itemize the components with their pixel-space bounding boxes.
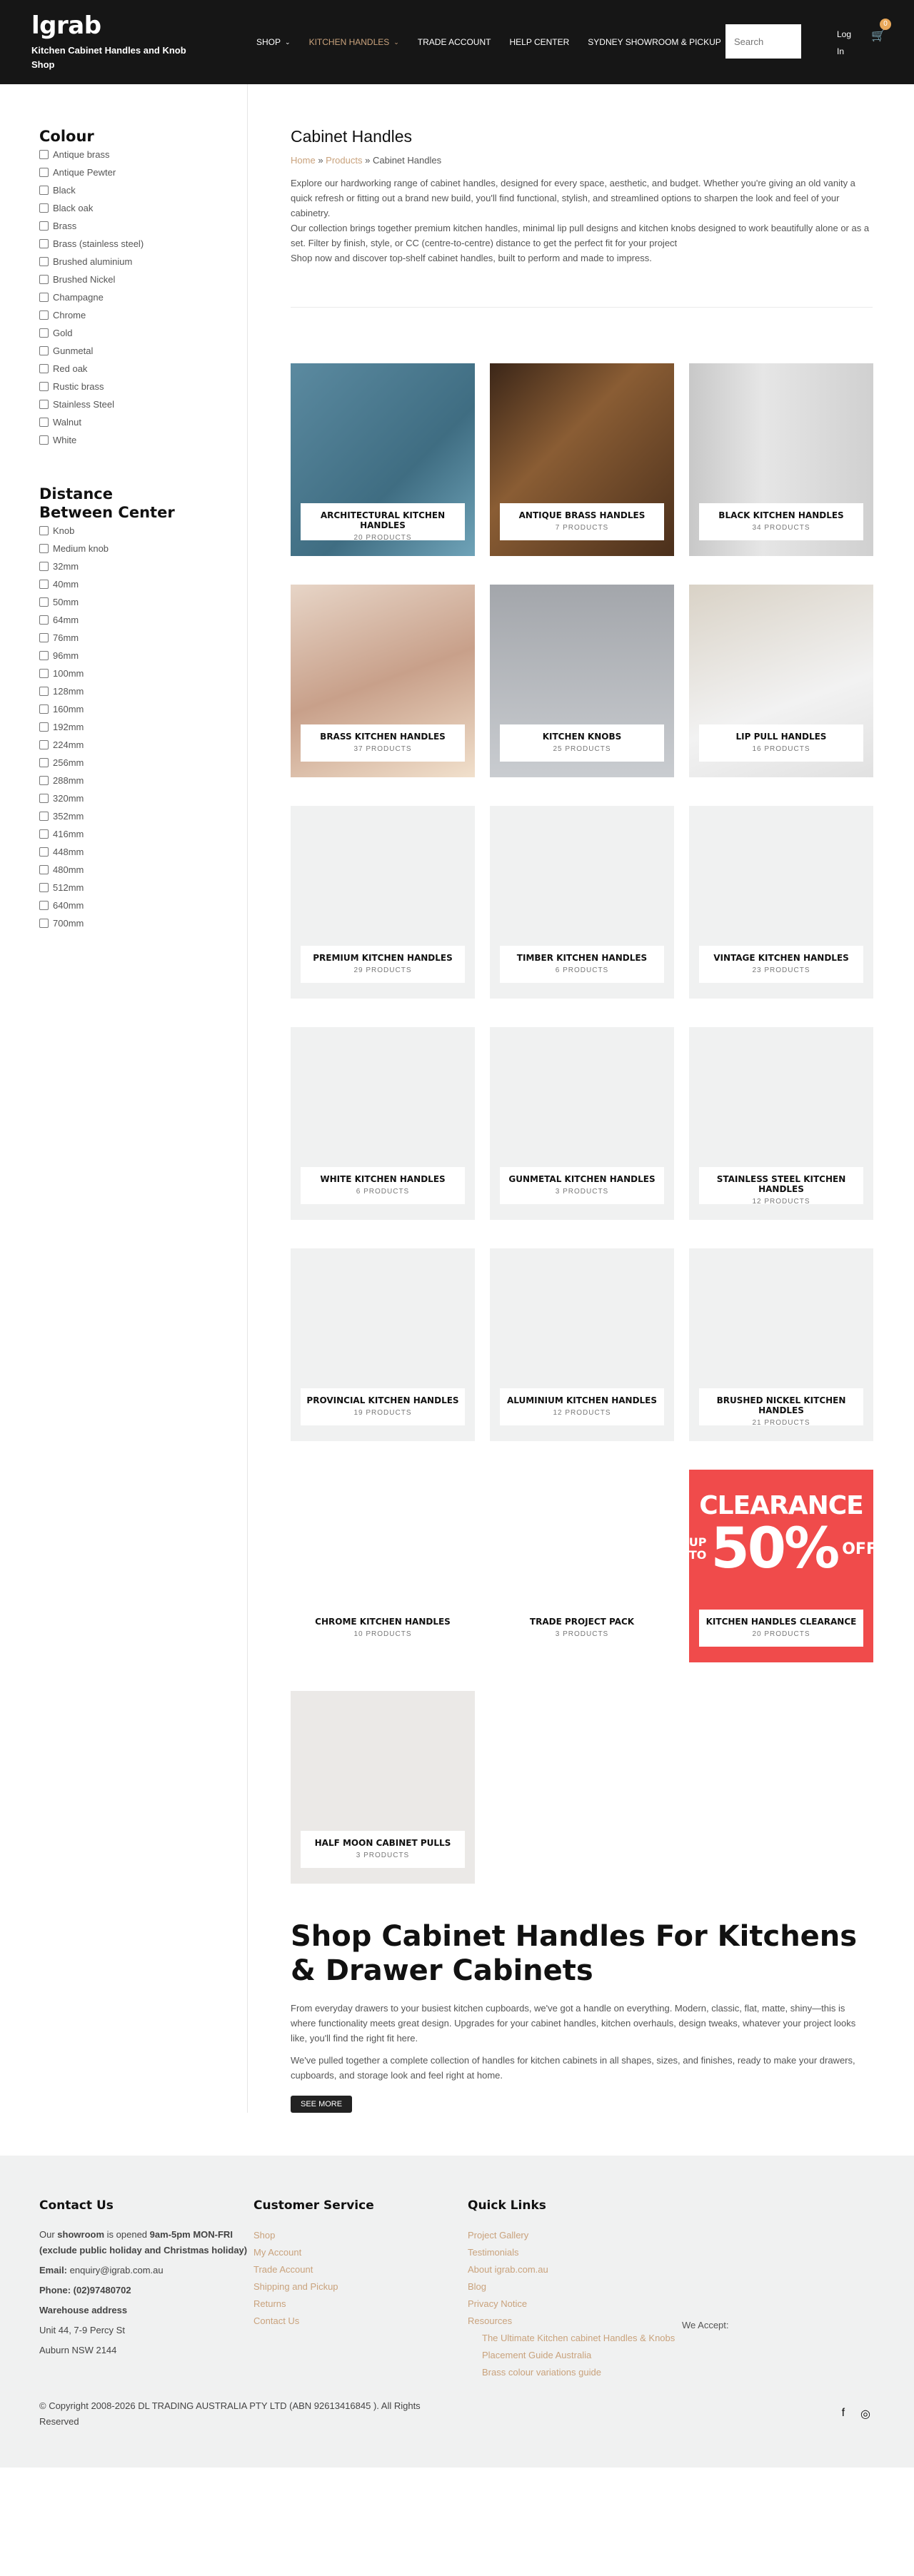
filter-label: 320mm — [53, 793, 84, 804]
distance-filter-32mm[interactable] — [39, 557, 247, 575]
filter-label: 64mm — [53, 615, 79, 625]
checkbox[interactable] — [39, 418, 49, 427]
category-card-white-kitchen-handles[interactable] — [291, 1027, 475, 1220]
checkbox[interactable] — [39, 919, 49, 928]
nav-item-label: SHOP — [256, 37, 281, 47]
footer-contact — [39, 2198, 253, 2381]
checkbox[interactable] — [39, 580, 49, 589]
nav-item-label: SYDNEY SHOWROOM & PICKUP — [588, 37, 721, 47]
checkbox[interactable] — [39, 776, 49, 785]
category-label — [301, 946, 465, 983]
category-count: 12 PRODUCTS — [553, 1409, 611, 1417]
checkbox[interactable] — [39, 651, 49, 660]
category-label — [301, 1831, 465, 1868]
login-link[interactable]: Log In — [837, 29, 852, 56]
filter-label: 640mm — [53, 900, 84, 911]
category-count: 20 PRODUCTS — [752, 1630, 810, 1638]
colour-filter-white[interactable] — [39, 431, 247, 449]
filter-label: 100mm — [53, 668, 84, 679]
filter-label: Black oak — [53, 203, 94, 213]
email-line: Email: enquiry@igrab.com.au — [39, 2265, 164, 2276]
category-count: 25 PRODUCTS — [553, 745, 611, 753]
checkbox[interactable] — [39, 740, 49, 749]
footer-link-privacy-notice[interactable]: Privacy Notice — [468, 2298, 528, 2309]
category-title: WHITE KITCHEN HANDLES — [320, 1174, 446, 1184]
checkbox[interactable] — [39, 203, 49, 213]
filter-label: Antique brass — [53, 149, 110, 160]
category-count: 6 PRODUCTS — [555, 966, 609, 974]
phone-line: Phone: (02)97480702 — [39, 2285, 131, 2295]
filter-label: 128mm — [53, 686, 84, 697]
category-label — [500, 1167, 664, 1204]
filter-label: Walnut — [53, 417, 81, 428]
category-title: CHROME KITCHEN HANDLES — [315, 1617, 451, 1627]
checkbox[interactable] — [39, 669, 49, 678]
footer-quick-title: Quick Links — [468, 2198, 546, 2213]
clearance-banner-image: CLEARANCE UP TO 50% OFF — [688, 1491, 877, 1581]
seo-paragraph: From everyday drawers to your busiest kitchen cupboards, we've got a handle on everything. Modern, classic, flat, matte, shiny—this is where functionality meets great design. Upgrades for your cabinet handles, kitchen overhauls, design tweaks, whatever your project looks like, you'll find the right fit here. — [291, 2003, 856, 2044]
filter-label: 160mm — [53, 704, 84, 714]
filter-label: Stainless Steel — [53, 399, 114, 410]
category-card-black-kitchen-handles[interactable] — [689, 363, 873, 556]
checkbox[interactable] — [39, 847, 49, 857]
checkbox[interactable] — [39, 758, 49, 767]
cart-icon: 🛒 — [871, 30, 885, 42]
category-card-vintage-kitchen-handles[interactable] — [689, 806, 873, 999]
distance-filter-700mm[interactable] — [39, 914, 247, 932]
filter-label: Knob — [53, 525, 75, 536]
filter-label: Rustic brass — [53, 381, 104, 392]
checkbox[interactable] — [39, 186, 49, 195]
colour-filter-title: Colour — [39, 128, 94, 145]
footer-link-blog[interactable]: Blog — [468, 2281, 487, 2292]
category-label — [301, 1610, 465, 1647]
nav-item-shop[interactable] — [256, 37, 291, 47]
category-label — [699, 724, 863, 762]
category-card-chrome-kitchen-handles[interactable] — [291, 1470, 475, 1662]
filter-label: 480mm — [53, 864, 84, 875]
filter-label: Medium knob — [53, 543, 109, 554]
distance-filter-64mm[interactable] — [39, 611, 247, 629]
social-links — [842, 2407, 870, 2421]
checkbox[interactable] — [39, 257, 49, 266]
category-title: ALUMINIUM KITCHEN HANDLES — [506, 1395, 658, 1405]
chevron-down-icon: ⌄ — [285, 38, 291, 46]
checkbox[interactable] — [39, 400, 49, 409]
footer-link-resources[interactable]: Resources — [468, 2315, 513, 2326]
copyright: © Copyright 2008-2026 DL TRADING AUSTRALIA PTY LTD (ABN 92613416845 ). All Rights Reserved — [39, 2400, 421, 2427]
category-grid — [291, 363, 875, 1884]
nav-item-trade-account[interactable] — [418, 37, 491, 47]
nav-item-sydney-showroom-pickup[interactable] — [588, 37, 720, 47]
distance-filter-160mm[interactable] — [39, 700, 247, 718]
colour-filter-red-oak[interactable] — [39, 360, 247, 378]
filter-label: 512mm — [53, 882, 84, 893]
colour-filter-antique-brass[interactable] — [39, 146, 247, 163]
filter-label: 32mm — [53, 561, 79, 572]
checkbox[interactable] — [39, 239, 49, 248]
chevron-down-icon: ⌄ — [393, 38, 399, 46]
instagram-icon[interactable]: ◎ — [860, 2408, 870, 2420]
category-title: HALF MOON CABINET PULLS — [314, 1838, 451, 1848]
seo-paragraph: We've pulled together a complete collection of handles for kitchen cabinets in all shapes, sizes, and finishes, ready to make your drawers, cupboards, and storage look and feel right at home. — [291, 2055, 855, 2081]
site-footer — [0, 2156, 914, 2468]
distance-filter-192mm[interactable] — [39, 718, 247, 736]
colour-filter-stainless-steel[interactable] — [39, 395, 247, 413]
category-label — [301, 1388, 465, 1425]
checkbox[interactable] — [39, 150, 49, 159]
filter-label: Black — [53, 185, 76, 196]
nav-item-help-center[interactable] — [509, 37, 569, 47]
category-count: 21 PRODUCTS — [752, 1419, 810, 1427]
category-label — [699, 1610, 863, 1647]
footer-link-trade-account[interactable]: Trade Account — [253, 2264, 313, 2275]
category-label — [500, 946, 664, 983]
footer-customer-service — [253, 2198, 468, 2381]
breadcrumb — [291, 155, 875, 166]
distance-filter-96mm[interactable] — [39, 647, 247, 665]
category-title: VINTAGE KITCHEN HANDLES — [713, 953, 849, 963]
category-count: 7 PRODUCTS — [555, 524, 609, 532]
footer-link-testimonials[interactable]: Testimonials — [468, 2247, 519, 2258]
resource-link-brass-colour-variations-guide[interactable]: Brass colour variations guide — [482, 2367, 601, 2378]
distance-filter-40mm[interactable] — [39, 575, 247, 593]
distance-filter-256mm[interactable] — [39, 754, 247, 772]
category-label — [500, 503, 664, 540]
colour-filter-black-oak[interactable] — [39, 199, 247, 217]
filter-label: Brushed aluminium — [53, 256, 133, 267]
footer-service-title: Customer Service — [253, 2198, 374, 2213]
filter-label: Champagne — [53, 292, 104, 303]
brand-tagline: Kitchen Cabinet Handles and Knob Shop — [31, 45, 186, 70]
filter-label: 700mm — [53, 918, 84, 929]
breadcrumb-separator: » — [365, 155, 371, 166]
category-count: 37 PRODUCTS — [353, 745, 412, 753]
category-card-lip-pull-handles[interactable] — [689, 585, 873, 777]
category-label — [301, 1167, 465, 1204]
colour-filter-brushed-aluminium[interactable] — [39, 253, 247, 271]
checkbox[interactable] — [39, 435, 49, 445]
category-title: LIP PULL HANDLES — [735, 732, 827, 742]
warehouse-title: Warehouse address — [39, 2305, 128, 2315]
filter-label: Chrome — [53, 310, 86, 320]
category-count: 3 PRODUCTS — [356, 1852, 410, 1859]
distance-filter-352mm[interactable] — [39, 807, 247, 825]
distance-filter-480mm[interactable] — [39, 861, 247, 879]
main-content — [248, 84, 875, 2113]
page-title: Cabinet Handles — [291, 127, 413, 146]
nav-item-label: TRADE ACCOUNT — [417, 37, 491, 47]
category-title: KITCHEN KNOBS — [542, 732, 622, 742]
filter-label: 256mm — [53, 757, 84, 768]
colour-filter-gunmetal[interactable] — [39, 342, 247, 360]
email-link[interactable]: enquiry@igrab.com.au — [69, 2265, 164, 2276]
checkbox[interactable] — [39, 615, 49, 625]
category-title: ARCHITECTURAL KITCHEN HANDLES — [320, 510, 446, 530]
cart-button[interactable] — [871, 20, 888, 43]
colour-filter-walnut[interactable] — [39, 413, 247, 431]
category-card-provincial-kitchen-handles[interactable] — [291, 1248, 475, 1441]
footer-link-contact-us[interactable]: Contact Us — [253, 2315, 300, 2326]
category-count: 10 PRODUCTS — [353, 1630, 412, 1638]
colour-filter-brushed-nickel[interactable] — [39, 271, 247, 288]
distance-filter-128mm[interactable] — [39, 682, 247, 700]
breadcrumb-current: Cabinet Handles — [372, 155, 442, 166]
filter-label: 288mm — [53, 775, 84, 786]
category-title: GUNMETAL KITCHEN HANDLES — [508, 1174, 656, 1184]
filter-label: 40mm — [53, 579, 79, 590]
category-title: TRADE PROJECT PACK — [529, 1617, 635, 1627]
category-card-timber-kitchen-handles[interactable] — [490, 806, 674, 999]
checkbox[interactable] — [39, 275, 49, 284]
colour-filter-champagne[interactable] — [39, 288, 247, 306]
distance-filter-224mm[interactable] — [39, 736, 247, 754]
checkbox[interactable] — [39, 794, 49, 803]
category-title: ANTIQUE BRASS HANDLES — [518, 510, 646, 520]
checkbox[interactable] — [39, 364, 49, 373]
colour-filter-brass[interactable] — [39, 217, 247, 235]
category-card-brass-kitchen-handles[interactable] — [291, 585, 475, 777]
distance-filter-640mm[interactable] — [39, 896, 247, 914]
category-title: PROVINCIAL KITCHEN HANDLES — [306, 1395, 459, 1405]
checkbox[interactable] — [39, 704, 49, 714]
category-card-brushed-nickel-kitchen-handles[interactable] — [689, 1248, 873, 1441]
showroom-hours: Our showroom is opened 9am-5pm MON-FRI (exclude public holiday and Christmas holiday) — [39, 2229, 248, 2256]
checkbox[interactable] — [39, 722, 49, 732]
distance-filter-100mm[interactable] — [39, 665, 247, 682]
category-title: STAINLESS STEEL KITCHEN HANDLES — [716, 1174, 846, 1194]
category-count: 20 PRODUCTS — [353, 534, 412, 542]
category-title: PREMIUM KITCHEN HANDLES — [313, 953, 453, 963]
category-title: BLACK KITCHEN HANDLES — [718, 510, 844, 520]
category-count: 3 PRODUCTS — [555, 1188, 609, 1196]
filter-label: 50mm — [53, 597, 79, 607]
colour-filter-antique-pewter[interactable] — [39, 163, 247, 181]
nav-item-label: KITCHEN HANDLES — [308, 37, 390, 47]
checkbox[interactable] — [39, 346, 49, 355]
distance-filter-list — [39, 522, 247, 932]
nav-item-label: HELP CENTER — [509, 37, 570, 47]
filter-label: Gunmetal — [53, 345, 94, 356]
breadcrumb-products[interactable]: Products — [326, 155, 363, 166]
category-count: 29 PRODUCTS — [353, 966, 412, 974]
see-more-button[interactable]: SEE MORE — [291, 2096, 352, 2113]
footer-link-returns[interactable]: Returns — [253, 2298, 286, 2309]
filter-label: Brushed Nickel — [53, 274, 116, 285]
colour-filter-rustic-brass[interactable] — [39, 378, 247, 395]
footer-link-my-account[interactable]: My Account — [253, 2247, 302, 2258]
category-count: 16 PRODUCTS — [752, 745, 810, 753]
filter-label: Gold — [53, 328, 73, 338]
category-count: 6 PRODUCTS — [356, 1188, 410, 1196]
footer-link-about-igrab-com-au[interactable]: About igrab.com.au — [468, 2264, 548, 2275]
filter-label: Antique Pewter — [53, 167, 116, 178]
checkbox[interactable] — [39, 562, 49, 571]
checkbox[interactable] — [39, 293, 49, 302]
checkbox[interactable] — [39, 221, 49, 231]
intro-paragraph: Explore our hardworking range of cabinet handles, designed for every space, aesthetic, and budget. Whether you're giving an old vanity a quick refresh or fitting out a brand new build, you'll find functional, stylish, and streamlined options to sharpen the look and feel of your cabinetry. — [291, 178, 855, 218]
category-label — [500, 724, 664, 762]
filter-label: 192mm — [53, 722, 84, 732]
breadcrumb-home[interactable]: Home — [291, 155, 316, 166]
intro-paragraph: Shop now and discover top-shelf cabinet handles, built to perform and made to impress. — [291, 253, 652, 263]
footer-link-project-gallery[interactable]: Project Gallery — [468, 2230, 529, 2241]
colour-filter-black[interactable] — [39, 181, 247, 199]
colour-filter-gold[interactable] — [39, 324, 247, 342]
checkbox[interactable] — [39, 328, 49, 338]
intro-text — [291, 176, 873, 266]
nav-item-kitchen-handles[interactable] — [309, 37, 399, 47]
checkbox[interactable] — [39, 901, 49, 910]
filter-label: 448mm — [53, 847, 84, 857]
distance-filter-knob[interactable] — [39, 522, 247, 540]
resource-link-the-ultimate-kitchen-cabinet-handles-knobs-placement-guide-australia[interactable]: The Ultimate Kitchen cabinet Handles & Knobs Placement Guide Australia — [482, 2333, 676, 2360]
category-label — [699, 946, 863, 983]
checkbox[interactable] — [39, 633, 49, 642]
facebook-icon[interactable]: f — [841, 2407, 845, 2419]
checkbox[interactable] — [39, 812, 49, 821]
distance-filter-448mm[interactable] — [39, 843, 247, 861]
footer-link-shipping-and-pickup[interactable]: Shipping and Pickup — [253, 2281, 338, 2292]
filter-label: Red oak — [53, 363, 88, 374]
filter-label: 96mm — [53, 650, 79, 661]
category-title: KITCHEN HANDLES CLEARANCE — [705, 1617, 857, 1627]
category-label — [699, 1388, 863, 1425]
colour-filter-list — [39, 146, 247, 449]
category-card-aluminium-kitchen-handles[interactable] — [490, 1248, 674, 1441]
checkbox[interactable] — [39, 829, 49, 839]
search-input[interactable] — [725, 24, 801, 59]
footer-bottom — [0, 2360, 914, 2468]
distance-filter-medium-knob[interactable] — [39, 540, 247, 557]
checkbox[interactable] — [39, 168, 49, 177]
intro-paragraph: Our collection brings together premium kitchen handles, minimal lip pull designs and kitchen knobs designed to work beautifully alone or as a set. Filter by finish, style, or CC (centre-to-centre) distance to get the perfect fit for your project — [291, 223, 870, 248]
address-line: Unit 44, 7-9 Percy St — [39, 2325, 125, 2335]
checkbox[interactable] — [39, 597, 49, 607]
distance-filter-288mm[interactable] — [39, 772, 247, 789]
filter-label: 416mm — [53, 829, 84, 839]
category-title: BRUSHED NICKEL KITCHEN HANDLES — [716, 1395, 846, 1415]
distance-filter-76mm[interactable] — [39, 629, 247, 647]
checkbox[interactable] — [39, 382, 49, 391]
filter-label: 352mm — [53, 811, 84, 822]
category-card-kitchen-knobs[interactable] — [490, 585, 674, 777]
cart-count-badge: 0 — [880, 19, 891, 30]
checkbox[interactable] — [39, 687, 49, 696]
distance-filter-title: Distance Between Center — [39, 485, 175, 521]
category-label — [699, 1167, 863, 1204]
seo-title: Shop Cabinet Handles For Kitchens & Drawer Cabinets — [291, 1920, 858, 1987]
checkbox[interactable] — [39, 883, 49, 892]
brand[interactable] — [31, 12, 224, 72]
checkbox[interactable] — [39, 526, 49, 535]
category-count: 34 PRODUCTS — [752, 524, 810, 532]
footer-link-shop[interactable]: Shop — [253, 2230, 276, 2241]
we-accept-label: We Accept: — [682, 2320, 729, 2330]
category-count: 3 PRODUCTS — [555, 1630, 609, 1638]
category-count: 12 PRODUCTS — [752, 1198, 810, 1206]
category-card-half-moon-cabinet-pulls[interactable] — [291, 1691, 475, 1884]
distance-filter-50mm[interactable] — [39, 593, 247, 611]
seo-section — [291, 1919, 873, 2113]
category-label — [699, 503, 863, 540]
category-card-kitchen-handles-clearance[interactable] — [688, 1470, 877, 1662]
divider — [291, 307, 873, 308]
breadcrumb-separator: » — [318, 155, 323, 166]
filter-label: Brass (stainless steel) — [53, 238, 144, 249]
filter-label: 76mm — [53, 632, 79, 643]
site-header — [0, 0, 914, 84]
address-line: Auburn NSW 2144 — [39, 2345, 117, 2355]
colour-filter-brass-stainless-steel[interactable] — [39, 235, 247, 253]
filter-label: 224mm — [53, 739, 84, 750]
category-label — [301, 724, 465, 762]
distance-filter-416mm[interactable] — [39, 825, 247, 843]
category-label — [500, 1388, 664, 1425]
distance-filter-320mm[interactable] — [39, 789, 247, 807]
category-title: BRASS KITCHEN HANDLES — [320, 732, 446, 742]
filter-label: White — [53, 435, 77, 445]
category-card-gunmetal-kitchen-handles[interactable] — [490, 1027, 674, 1220]
footer-contact-title: Contact Us — [39, 2198, 114, 2213]
category-card-antique-brass-handles[interactable] — [490, 363, 674, 556]
category-card-architectural-kitchen-handles[interactable] — [291, 363, 475, 556]
colour-filter-chrome[interactable] — [39, 306, 247, 324]
category-card-stainless-steel-kitchen-handles[interactable] — [689, 1027, 873, 1220]
checkbox[interactable] — [39, 865, 49, 874]
category-card-premium-kitchen-handles[interactable] — [291, 806, 475, 999]
category-label — [500, 1610, 664, 1647]
filter-sidebar — [39, 84, 248, 2113]
filter-label: Brass — [53, 221, 77, 231]
footer-quick-links — [468, 2198, 682, 2381]
checkbox[interactable] — [39, 544, 49, 553]
distance-filter-512mm[interactable] — [39, 879, 247, 896]
main-nav — [256, 37, 795, 47]
category-count: 19 PRODUCTS — [353, 1409, 412, 1417]
category-count: 23 PRODUCTS — [752, 966, 810, 974]
brand-name[interactable]: lgrab — [31, 11, 101, 40]
category-title: TIMBER KITCHEN HANDLES — [516, 953, 648, 963]
category-label — [301, 503, 465, 540]
category-card-trade-project-pack[interactable] — [490, 1470, 674, 1662]
checkbox[interactable] — [39, 310, 49, 320]
